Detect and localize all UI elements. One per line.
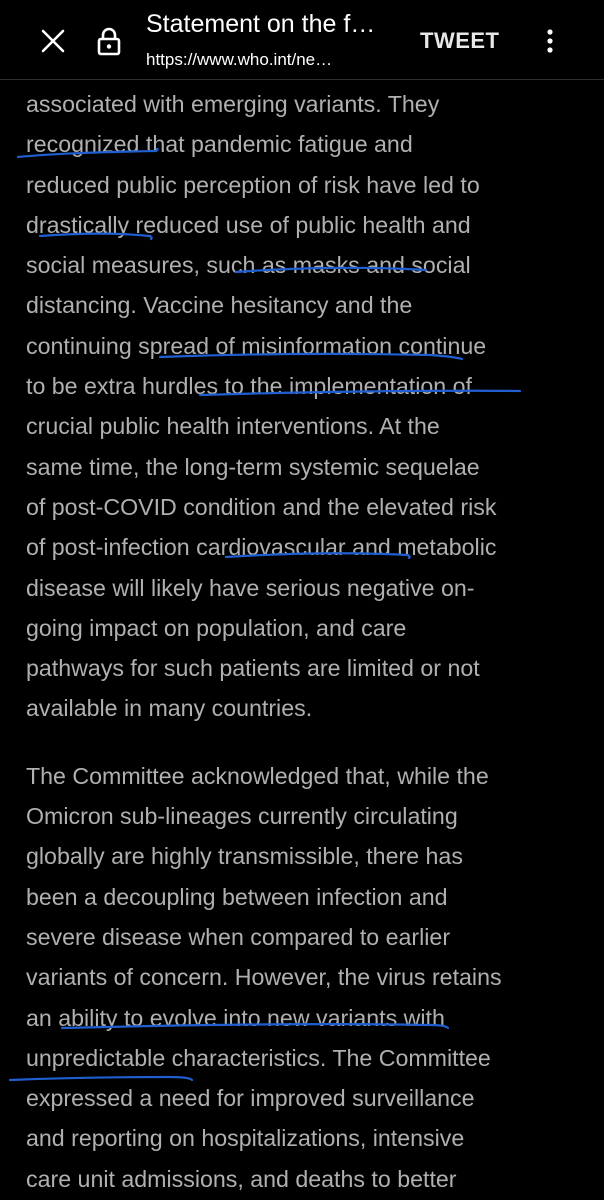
text-line: pathways for such patients are limited or not — [26, 655, 480, 682]
text-line: globally are highly transmissible, there has — [26, 843, 463, 870]
text-line: disease will likely have serious negative on- — [26, 574, 475, 601]
page-url[interactable]: https://www.who.int/ne… — [146, 50, 333, 69]
text-line: severe disease when compared to earlier — [26, 923, 451, 950]
text-line: care unit admissions, and deaths to better — [26, 1165, 457, 1192]
text-line: of post-COVID condition and the elevated risk — [26, 493, 497, 520]
text-line: going impact on population, and care — [26, 614, 407, 641]
text-line: and reporting on hospitalizations, intensive — [26, 1125, 465, 1152]
article-paragraph-1 — [26, 84, 596, 729]
text-line: to be extra hurdles to the implementation of — [26, 373, 472, 400]
text-line: distancing. Vaccine hesitancy and the — [26, 292, 413, 319]
text-line: an ability to evolve into new variants with — [26, 1004, 445, 1031]
article-paragraph-2 — [26, 756, 596, 1199]
lock-icon[interactable] — [96, 26, 122, 56]
close-icon[interactable] — [38, 26, 68, 56]
text-line: social measures, such as masks and social — [26, 252, 471, 279]
paragraph-gap — [26, 729, 596, 756]
text-line: crucial public health interventions. At the — [26, 413, 440, 440]
text-line: continuing spread of misinformation continue — [26, 332, 487, 359]
text-line: unpredictable characteristics. The Committee — [26, 1044, 491, 1071]
text-line: associated with emerging variants. They — [26, 91, 440, 117]
text-line: variants of concern. However, the virus retains — [26, 964, 502, 991]
more-vertical-icon[interactable] — [540, 26, 560, 56]
text-line: of post-infection cardiovascular and metabolic — [26, 534, 497, 561]
text-line: available in many countries. — [26, 695, 313, 722]
text-line: been a decoupling between infection and — [26, 883, 448, 910]
browser-toolbar — [0, 0, 604, 80]
text-line: drastically reduced use of public health and — [26, 211, 471, 238]
page-title: Statement on the f… — [146, 10, 376, 38]
text-line: expressed a need for improved surveillance — [26, 1085, 475, 1112]
text-line: Omicron sub-lineages currently circulating — [26, 803, 458, 830]
tweet-button[interactable]: TWEET — [420, 28, 500, 53]
text-line: same time, the long-term systemic sequelae — [26, 453, 480, 480]
text-line: The Committee acknowledged that, while the — [26, 762, 489, 789]
text-line: recognized that pandemic fatigue and — [26, 131, 413, 158]
article-content — [26, 84, 596, 1199]
text-line: reduced public perception of risk have led to — [26, 171, 480, 198]
